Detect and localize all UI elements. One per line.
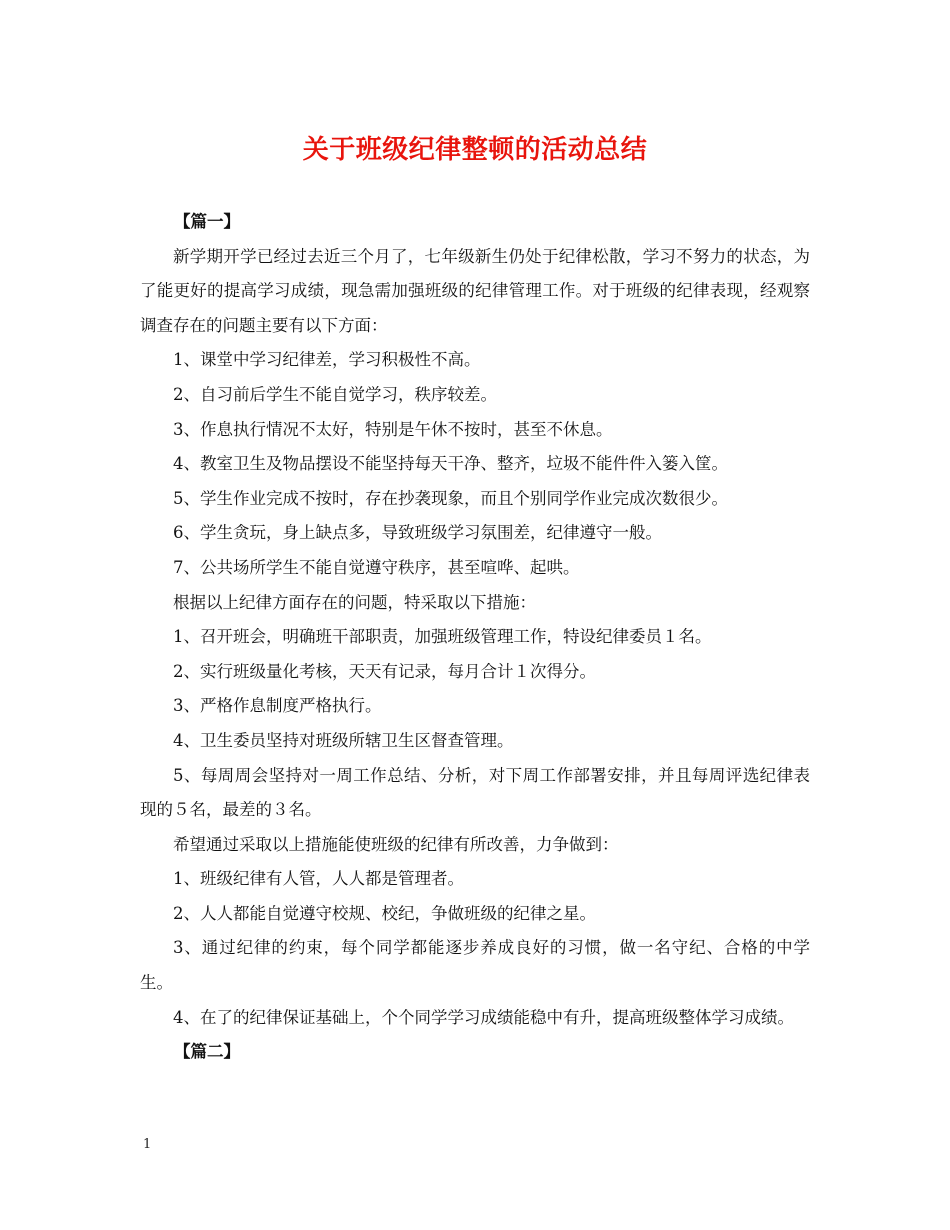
goal-item-4: 4、在了的纪律保证基础上，个个同学学习成绩能稳中有升，提高班级整体学习成绩。 xyxy=(173,1007,794,1027)
measures-intro: 根据以上纪律方面存在的问题，特采取以下措施： xyxy=(173,592,536,612)
section-heading-2: 【篇二】 xyxy=(174,1042,240,1062)
document-body xyxy=(140,205,810,1070)
problem-item-5: 5、学生作业完成不按时，存在抄袭现象，而且个别同学作业完成次数很少。 xyxy=(173,488,728,508)
measure-item-3: 3、严格作息制度严格执行。 xyxy=(173,696,382,716)
problem-item-2: 2、自习前后学生不能自觉学习，秩序较差。 xyxy=(173,384,497,404)
paragraph-intro: 新学期开学已经过去近三个月了，七年级新生仍处于纪律松散，学习不努力的状态，为了能更好的提高学习成绩，现急需加强班级的纪律管理工作。对于班级的纪律表现，经观察调查存在的问题主要有以下方面： xyxy=(140,246,810,335)
problem-item-1: 1、课堂中学习纪律差，学习积极性不高。 xyxy=(173,350,481,370)
measure-item-4: 4、卫生委员坚持对班级所辖卫生区督查管理。 xyxy=(173,730,514,750)
problem-item-3: 3、作息执行情况不太好，特别是午休不按时，甚至不休息。 xyxy=(173,419,613,439)
measure-item-5: 5、每周周会坚持对一周工作总结、分析，对下周工作部署安排，并且每周评选纪律表现的５名，最差的３名。 xyxy=(140,765,810,820)
goals-intro: 希望通过采取以上措施能使班级的纪律有所改善，力争做到： xyxy=(173,834,619,854)
measure-item-2: 2、实行班级量化考核，天天有记录，每月合计１次得分。 xyxy=(173,661,596,681)
problem-item-7: 7、公共场所学生不能自觉遵守秩序，甚至喧哗、起哄。 xyxy=(173,557,580,577)
document-title: 关于班级纪律整顿的活动总结 xyxy=(302,135,648,165)
problem-item-6: 6、学生贪玩，身上缺点多，导致班级学习氛围差，纪律遵守一般。 xyxy=(173,523,662,543)
measure-item-1: 1、召开班会，明确班干部职责，加强班级管理工作，特设纪律委员１名。 xyxy=(173,627,712,647)
problem-item-4: 4、教室卫生及物品摆设不能坚持每天干净、整齐，垃圾不能件件入篓入筐。 xyxy=(173,454,728,474)
goal-item-2: 2、人人都能自觉遵守校规、校纪，争做班级的纪律之星。 xyxy=(173,903,596,923)
goal-item-1: 1、班级纪律有人管，人人都是管理者。 xyxy=(173,869,464,889)
page-number: 1 xyxy=(143,1137,152,1152)
goal-item-3: 3、通过纪律的约束，每个同学都能逐步养成良好的习惯，做一名守纪、合格的中学生。 xyxy=(140,938,810,993)
section-heading-1: 【篇一】 xyxy=(174,212,240,231)
